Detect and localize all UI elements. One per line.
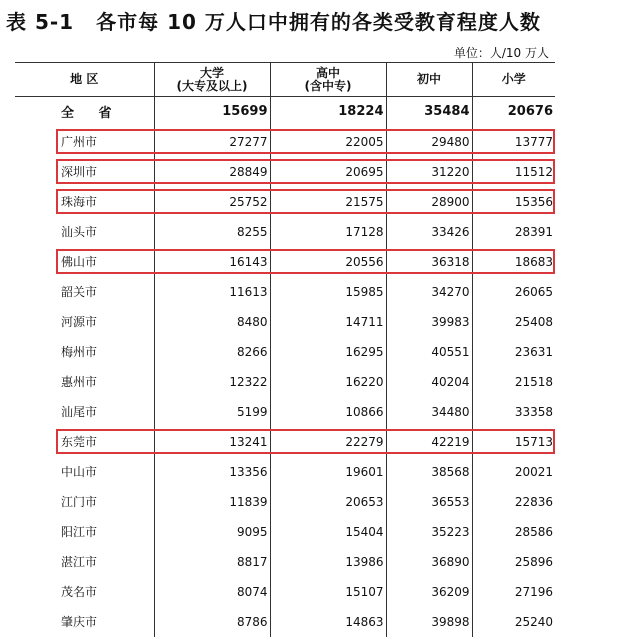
table-title — [6, 6, 541, 35]
table-row — [15, 307, 555, 337]
junior-cell: 31220 — [386, 157, 472, 187]
junior-cell: 36318 — [386, 247, 472, 277]
high-school-cell: 14863 — [270, 607, 386, 637]
college-cell: 8480 — [154, 307, 270, 337]
table-row — [15, 457, 555, 487]
primary-cell: 21518 — [472, 367, 555, 397]
junior-cell: 34270 — [386, 277, 472, 307]
table-row — [15, 247, 555, 277]
college-cell: 11839 — [154, 487, 270, 517]
college-cell: 12322 — [154, 367, 270, 397]
header-high-line1: 高中 — [315, 65, 340, 80]
region-cell: 全 省 — [61, 106, 122, 122]
high-school-cell: 20556 — [270, 247, 386, 277]
header-row — [15, 63, 555, 97]
header-region: 地 区 — [15, 63, 154, 97]
primary-cell: 13777 — [472, 127, 555, 157]
high-school-cell: 21575 — [270, 187, 386, 217]
high-school-cell: 16295 — [270, 337, 386, 367]
region-cell: 肇庆市 — [61, 615, 98, 629]
table-title-text: 各市每 10 万人口中拥有的各类受教育程度人数 — [96, 10, 541, 34]
high-school-cell: 19601 — [270, 457, 386, 487]
table-row — [15, 337, 555, 367]
table-row — [15, 547, 555, 577]
college-cell: 16143 — [154, 247, 270, 277]
region-cell: 汕尾市 — [61, 405, 98, 419]
region-cell: 梅州市 — [61, 345, 98, 359]
header-primary: 小学 — [472, 63, 555, 97]
primary-cell: 26065 — [472, 277, 555, 307]
high-school-cell: 10866 — [270, 397, 386, 427]
college-cell: 25752 — [154, 187, 270, 217]
high-school-cell: 18224 — [270, 97, 386, 127]
college-cell: 13241 — [154, 427, 270, 457]
table-row — [15, 277, 555, 307]
primary-cell: 15356 — [472, 187, 555, 217]
college-cell: 15699 — [154, 97, 270, 127]
junior-cell: 36553 — [386, 487, 472, 517]
junior-cell: 35484 — [386, 97, 472, 127]
college-cell: 9095 — [154, 517, 270, 547]
high-school-cell: 17128 — [270, 217, 386, 247]
primary-cell: 22836 — [472, 487, 555, 517]
region-cell: 佛山市 — [61, 255, 98, 269]
header-college-line1: 大学 — [199, 65, 224, 80]
header-college — [154, 63, 270, 97]
primary-cell: 11512 — [472, 157, 555, 187]
header-high-line2: (含中专) — [304, 78, 352, 93]
header-high-school — [270, 63, 386, 97]
region-cell: 珠海市 — [61, 195, 98, 209]
primary-cell: 23631 — [472, 337, 555, 367]
table-row — [15, 217, 555, 247]
high-school-cell: 15107 — [270, 577, 386, 607]
region-cell: 韶关市 — [61, 285, 98, 299]
college-cell: 8074 — [154, 577, 270, 607]
college-cell: 8786 — [154, 607, 270, 637]
primary-cell: 33358 — [472, 397, 555, 427]
junior-cell: 28900 — [386, 187, 472, 217]
header-junior: 初中 — [386, 63, 472, 97]
high-school-cell: 22279 — [270, 427, 386, 457]
junior-cell: 36890 — [386, 547, 472, 577]
junior-cell: 33426 — [386, 217, 472, 247]
region-cell: 茂名市 — [61, 585, 98, 599]
primary-cell: 18683 — [472, 247, 555, 277]
high-school-cell: 14711 — [270, 307, 386, 337]
high-school-cell: 20695 — [270, 157, 386, 187]
primary-cell: 15713 — [472, 427, 555, 457]
junior-cell: 35223 — [386, 517, 472, 547]
region-cell: 江门市 — [61, 495, 98, 509]
junior-cell: 40551 — [386, 337, 472, 367]
junior-cell: 39898 — [386, 607, 472, 637]
table-row — [15, 157, 555, 187]
region-cell: 深圳市 — [61, 165, 98, 179]
region-cell: 惠州市 — [61, 375, 98, 389]
primary-cell: 25408 — [472, 307, 555, 337]
table-row — [15, 517, 555, 547]
table-body — [15, 97, 555, 637]
table-row — [15, 127, 555, 157]
primary-cell: 20676 — [472, 97, 555, 127]
college-cell: 8255 — [154, 217, 270, 247]
primary-cell: 20021 — [472, 457, 555, 487]
high-school-cell: 16220 — [270, 367, 386, 397]
college-cell: 11613 — [154, 277, 270, 307]
college-cell: 27277 — [154, 127, 270, 157]
table-row — [15, 397, 555, 427]
primary-cell: 27196 — [472, 577, 555, 607]
junior-cell: 38568 — [386, 457, 472, 487]
junior-cell: 39983 — [386, 307, 472, 337]
primary-cell: 28586 — [472, 517, 555, 547]
table-row — [15, 487, 555, 517]
region-cell: 广州市 — [61, 135, 98, 149]
high-school-cell: 20653 — [270, 487, 386, 517]
unit-label: 单位：人/10 万人 — [453, 46, 549, 60]
table-row — [15, 367, 555, 397]
high-school-cell: 13986 — [270, 547, 386, 577]
junior-cell: 40204 — [386, 367, 472, 397]
region-cell: 阳江市 — [61, 525, 98, 539]
table-number: 表 5-1 — [6, 10, 75, 34]
junior-cell: 34480 — [386, 397, 472, 427]
college-cell: 5199 — [154, 397, 270, 427]
header-college-line2: (大专及以上) — [176, 78, 248, 93]
primary-cell: 25896 — [472, 547, 555, 577]
college-cell: 8817 — [154, 547, 270, 577]
region-cell: 河源市 — [61, 315, 98, 329]
education-table — [15, 62, 555, 637]
college-cell: 28849 — [154, 157, 270, 187]
table-row — [15, 427, 555, 457]
table-row — [15, 607, 555, 637]
college-cell: 8266 — [154, 337, 270, 367]
total-row — [15, 97, 555, 127]
high-school-cell: 15985 — [270, 277, 386, 307]
region-cell: 中山市 — [61, 465, 98, 479]
table-row — [15, 187, 555, 217]
region-cell: 湛江市 — [61, 555, 98, 569]
region-cell: 东莞市 — [61, 435, 98, 449]
table-row — [15, 577, 555, 607]
college-cell: 13356 — [154, 457, 270, 487]
high-school-cell: 15404 — [270, 517, 386, 547]
high-school-cell: 22005 — [270, 127, 386, 157]
region-cell: 汕头市 — [61, 225, 98, 239]
primary-cell: 25240 — [472, 607, 555, 637]
junior-cell: 36209 — [386, 577, 472, 607]
primary-cell: 28391 — [472, 217, 555, 247]
junior-cell: 42219 — [386, 427, 472, 457]
junior-cell: 29480 — [386, 127, 472, 157]
